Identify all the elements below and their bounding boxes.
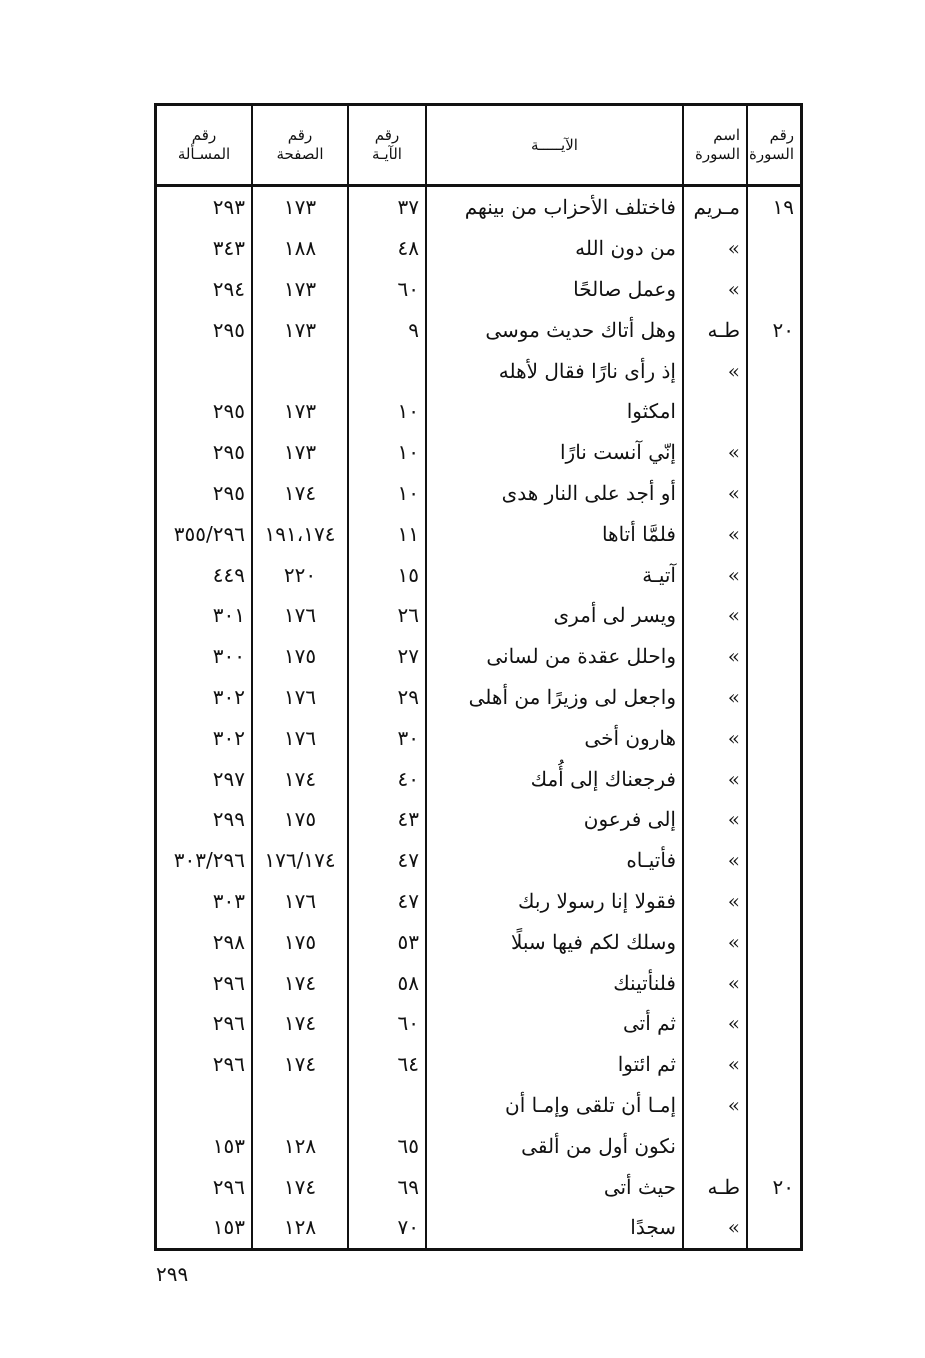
surah-name-cell: » [683,717,747,758]
page-number-cell: ١٧٦ [252,595,348,636]
ayah-text-cell: فقولا إنا رسولا ربك [426,881,683,922]
issue-number-cell: ٢٩٩ [156,799,253,840]
page-number-cell: ١٧٤ [252,758,348,799]
ayah-number-cell: ١٠ [348,391,426,432]
surah-number-cell [747,228,802,269]
table-row [156,921,802,962]
surah-number-cell [747,1044,802,1085]
surah-name-cell [683,391,747,432]
issue-number-cell: ٢٩٦ [156,1166,253,1207]
table-row [156,1085,802,1126]
ayah-number-cell: ٤٣ [348,799,426,840]
surah-name-cell: » [683,554,747,595]
table-row [156,962,802,1003]
issue-number-cell: ٢٩٨ [156,921,253,962]
ayah-number-cell: ٢٩ [348,677,426,718]
ayah-text-cell: واجعل لى وزيرًا من أهلى [426,677,683,718]
ayah-number-cell: ٢٦ [348,595,426,636]
surah-name-cell: » [683,513,747,554]
ayah-number-cell: ٦٤ [348,1044,426,1085]
table-row [156,391,802,432]
table-row [156,1044,802,1085]
issue-number-cell: ١٥٣ [156,1125,253,1166]
page-number-cell [252,350,348,391]
ayah-text-cell: أو أجد على النار هدى [426,473,683,514]
surah-number-cell [747,1003,802,1044]
issue-number-cell [156,1085,253,1126]
issue-number-cell: ٣٥٥/٢٩٦ [156,513,253,554]
page-number-cell: ١٧٤ [252,1166,348,1207]
issue-number-cell: ٤٤٩ [156,554,253,595]
surah-number-cell [747,391,802,432]
page-number-cell: ١٧٣ [252,432,348,473]
page-number-cell: ١٧٤ [252,962,348,1003]
header-ayah-number: رقم الآيـة [348,105,426,186]
table-row [156,1166,802,1207]
page-number-cell: ١٧٦ [252,677,348,718]
issue-number-cell: ٢٩٣ [156,186,253,228]
surah-number-cell [747,717,802,758]
page-number-cell: ١٧٥ [252,799,348,840]
ayah-number-cell: ١٠ [348,473,426,514]
surah-number-cell [747,595,802,636]
table-row [156,758,802,799]
header-surah-number: رقم السورة [747,105,802,186]
surah-number-cell: ١٩ [747,186,802,228]
surah-number-cell [747,636,802,677]
surah-name-cell: » [683,840,747,881]
ayah-text-cell: إلى فرعون [426,799,683,840]
table-body [156,186,802,1250]
ayah-text-cell: ثم أتى [426,1003,683,1044]
surah-number-cell [747,881,802,922]
ayah-number-cell: ٣٠ [348,717,426,758]
surah-number-cell: ٢٠ [747,1166,802,1207]
ayah-number-cell: ٥٨ [348,962,426,1003]
ayah-number-cell: ٦٥ [348,1125,426,1166]
page-number-cell: ١٧٦ [252,717,348,758]
surah-name-cell: » [683,432,747,473]
issue-number-cell: ٣٠٠ [156,636,253,677]
surah-number-cell [747,1085,802,1126]
ayah-number-cell: ٩ [348,309,426,350]
ayah-text-cell: نكون أول من ألقى [426,1125,683,1166]
surah-number-cell [747,962,802,1003]
surah-name-cell: مـريم [683,186,747,228]
page-number-cell [252,1085,348,1126]
surah-name-cell: » [683,1044,747,1085]
issue-number-cell: ٢٩٥ [156,391,253,432]
surah-number-cell: ٢٠ [747,309,802,350]
ayah-text-cell: ثم ائتوا [426,1044,683,1085]
ayah-text-cell: هارون أخى [426,717,683,758]
table-row [156,186,802,228]
table-row [156,1207,802,1250]
ayah-text-cell: فلنأتينك [426,962,683,1003]
ayah-text-cell: إمـا أن تلقى وإمـا أن [426,1085,683,1126]
ayah-text-cell: فاختلف الأحزاب من بينهم [426,186,683,228]
issue-number-cell: ٢٩٥ [156,432,253,473]
surah-name-cell: » [683,228,747,269]
ayah-text-cell: وهل أتاك حديث موسى [426,309,683,350]
table-row [156,1003,802,1044]
issue-number-cell: ٣٠٢ [156,677,253,718]
surah-name-cell: » [683,758,747,799]
surah-name-cell: » [683,595,747,636]
table-row [156,513,802,554]
ayah-number-cell: ٦٩ [348,1166,426,1207]
page-number-cell: ١٢٨ [252,1207,348,1250]
table-header [156,105,802,186]
page-number: ٢٩٩ [156,1262,189,1286]
surah-number-cell [747,840,802,881]
surah-number-cell [747,677,802,718]
ayah-text-cell: من دون الله [426,228,683,269]
header-surah-name: اسم السورة [683,105,747,186]
table-row [156,636,802,677]
table-row [156,677,802,718]
page-number-cell: ١٧٣ [252,391,348,432]
surah-name-cell [683,1125,747,1166]
ayah-number-cell: ١٠ [348,432,426,473]
ayah-text-cell: وسلك لكم فيها سبلًا [426,921,683,962]
ayah-number-cell: ٦٠ [348,269,426,310]
surah-number-cell [747,432,802,473]
header-page-number: رقم الصفحة [252,105,348,186]
surah-name-cell: » [683,677,747,718]
surah-number-cell [747,513,802,554]
issue-number-cell: ٢٩٧ [156,758,253,799]
surah-number-cell [747,554,802,595]
ayah-number-cell: ٥٣ [348,921,426,962]
ayah-text-cell: إذ رأى نارًا فقال لأهله [426,350,683,391]
issue-number-cell: ٢٩٦ [156,1003,253,1044]
surah-name-cell: » [683,350,747,391]
ayah-number-cell: ١١ [348,513,426,554]
ayah-text-cell: فلمَّا أتاها [426,513,683,554]
header-ayah-text: الآيـــــة [426,105,683,186]
issue-number-cell: ١٥٣ [156,1207,253,1250]
issue-number-cell: ٢٩٥ [156,473,253,514]
ayah-text-cell: فرجعناك إلى أُمك [426,758,683,799]
surah-number-cell [747,350,802,391]
issue-number-cell [156,350,253,391]
table-row [156,350,802,391]
surah-number-cell [747,758,802,799]
issue-number-cell: ٣٠٢ [156,717,253,758]
ayah-number-cell: ٣٧ [348,186,426,228]
issue-number-cell: ٣٠١ [156,595,253,636]
ayah-text-cell: آتيـة [426,554,683,595]
ayah-text-cell: واحلل عقدة من لسانى [426,636,683,677]
surah-name-cell: » [683,962,747,1003]
issue-number-cell: ٢٩٦ [156,1044,253,1085]
table-row [156,228,802,269]
surah-name-cell: » [683,799,747,840]
surah-name-cell: طـه [683,1166,747,1207]
surah-name-cell: » [683,269,747,310]
page-number-cell: ١٨٨ [252,228,348,269]
surah-name-cell: » [683,921,747,962]
page-number-cell: ١٧٣ [252,309,348,350]
issue-number-cell: ٣٤٣ [156,228,253,269]
table-row [156,881,802,922]
table-row [156,554,802,595]
ayah-text-cell: حيث أتى [426,1166,683,1207]
table-row [156,595,802,636]
page-number-cell: ١٧٦/١٧٤ [252,840,348,881]
ayah-number-cell: ٢٧ [348,636,426,677]
table-row [156,269,802,310]
ayah-number-cell: ٤٧ [348,840,426,881]
table-row [156,840,802,881]
page-number-cell: ٢٢٠ [252,554,348,595]
page-number-cell: ١٧٥ [252,921,348,962]
issue-number-cell: ٢٩٤ [156,269,253,310]
ayah-number-cell [348,350,426,391]
ayah-text-cell: إنّي آنست نارًا [426,432,683,473]
ayah-number-cell [348,1085,426,1126]
page-number-cell: ١٧٤ [252,1003,348,1044]
surah-number-cell [747,269,802,310]
header-issue-number: رقم المسـألة [156,105,253,186]
surah-number-cell [747,473,802,514]
table-row [156,309,802,350]
issue-number-cell: ٢٩٥ [156,309,253,350]
surah-number-cell [747,1207,802,1250]
page-number-cell: ١٧٣ [252,186,348,228]
surah-name-cell: » [683,473,747,514]
ayah-text-cell: ويسر لى أمرى [426,595,683,636]
ayah-number-cell: ١٥ [348,554,426,595]
ayah-text-cell: وعمل صالحًا [426,269,683,310]
surah-name-cell: طـه [683,309,747,350]
page-number-cell: ١٢٨ [252,1125,348,1166]
ayah-number-cell: ٤٠ [348,758,426,799]
ayah-number-cell: ٤٨ [348,228,426,269]
issue-number-cell: ٢٩٦ [156,962,253,1003]
surah-name-cell: » [683,636,747,677]
table-row [156,717,802,758]
ayah-number-cell: ٦٠ [348,1003,426,1044]
surah-number-cell [747,921,802,962]
page-number-cell: ١٧٣ [252,269,348,310]
issue-number-cell: ٣٠٣/٢٩٦ [156,840,253,881]
ayah-number-cell: ٧٠ [348,1207,426,1250]
surah-name-cell: » [683,881,747,922]
page-number-cell: ١٩١،١٧٤ [252,513,348,554]
surah-number-cell [747,1125,802,1166]
surah-name-cell: » [683,1085,747,1126]
quran-verse-index-table [154,103,803,1251]
surah-name-cell: » [683,1003,747,1044]
ayah-text-cell: سجدًا [426,1207,683,1250]
table-row [156,799,802,840]
ayah-text-cell: فأتيـاه [426,840,683,881]
page-number-cell: ١٧٤ [252,1044,348,1085]
table-row [156,473,802,514]
header-row [156,105,802,186]
issue-number-cell: ٣٠٣ [156,881,253,922]
surah-number-cell [747,799,802,840]
page-number-cell: ١٧٦ [252,881,348,922]
page-number-cell: ١٧٤ [252,473,348,514]
table-row [156,1125,802,1166]
ayah-number-cell: ٤٧ [348,881,426,922]
surah-name-cell: » [683,1207,747,1250]
page-number-cell: ١٧٥ [252,636,348,677]
table-row [156,432,802,473]
ayah-text-cell: امكثوا [426,391,683,432]
